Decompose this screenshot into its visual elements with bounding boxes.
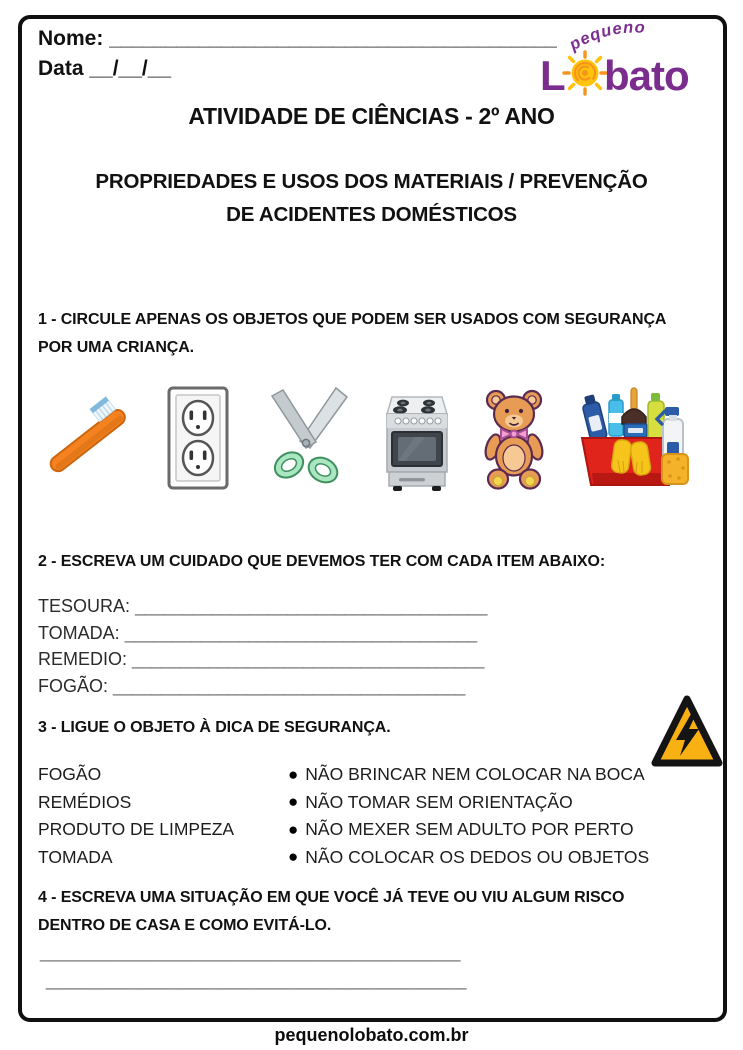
match-tip: NÃO BRINCAR NEM COLOCAR NA BOCA [305,764,645,785]
name-label: Nome: [38,27,104,50]
sun-icon [564,52,606,94]
teddy-bear-icon [481,385,547,491]
answer-blank-line: _____________________________________ [124,622,477,643]
name-blank-line: ________________________________________ [109,27,557,50]
bullet-dot: ● [288,792,299,812]
question-3-matching [38,761,649,871]
q2-label: REMEDIO: [38,649,128,669]
answer-blank-line: __________________________________________ [40,942,461,962]
match-tip: NÃO TOMAR SEM ORIENTAÇÃO [305,791,573,812]
question-4-line-1: 4 - ESCREVA UMA SITUAÇÃO EM QUE VOCÊ JÁ TEVE OU VIU ALGUM RISCO [38,889,625,906]
q2-label: TESOURA: [38,596,131,616]
page-title: ATIVIDADE DE CIÊNCIAS - 2º ANO [188,103,555,129]
match-row-produto-de-limpeza [38,816,649,844]
question-1-line-1: 1 - CIRCULE APENAS OS OBJETOS QUE PODEM SER USADOS COM SEGURANÇA [38,311,667,328]
question-2-items [38,596,487,702]
logo-tagline: pequeno [566,18,647,55]
question-4 [38,884,624,939]
match-row-remedios [38,789,649,817]
name-field-row [38,27,556,51]
q2-label: FOGÃO: [38,675,109,696]
date-field-row [38,57,171,81]
power-outlet-icon [166,385,230,491]
q2-item-tesoura [38,596,487,623]
page-subtitle [41,166,702,232]
question-3: 3 - LIGUE O OBJETO À DICA DE SEGURANÇA. [38,719,391,736]
answer-blank-line: _____________________________________ [132,649,484,669]
q2-item-tomada [38,623,487,650]
question-1-objects [40,380,690,496]
electric-hazard-icon [650,692,724,777]
question-1 [38,306,666,361]
match-object: FOGÃO [38,764,102,785]
match-row-fogao [38,761,649,789]
cleaning-supplies-icon [578,386,690,490]
toothbrush-icon [40,386,135,491]
answer-blank-line: __________________________________________ [46,970,467,990]
bullet-dot: ● [288,819,299,839]
match-tip: NÃO MEXER SEM ADULTO POR PERTO [305,819,634,840]
stove-icon [383,384,451,492]
q2-item-fogao [38,676,487,703]
bullet-dot: ● [288,847,299,867]
match-object: PRODUTO DE LIMPEZA [38,819,235,840]
subtitle-line-1: PROPRIEDADES E USOS DOS MATERIAIS / PREVENÇÃO [95,170,648,193]
answer-blank-line: _____________________________________ [113,675,465,696]
question-2: 2 - ESCREVA UM CUIDADO QUE DEVEMOS TER COM CADA ITEM ABAIXO: [38,553,606,570]
subtitle-line-2: DE ACIDENTES DOMÉSTICOS [226,202,517,226]
match-object: REMÉDIOS [38,791,132,812]
bullet-dot: ● [288,764,299,784]
date-label: Data __/__/__ [38,57,172,80]
question-4-line-2: DENTRO DE CASA E COMO EVITÁ-LO. [38,916,332,934]
match-row-tomada [38,844,649,872]
match-tip: NÃO COLOCAR OS DEDOS OU OBJETOS [305,846,650,867]
pequeno-lobato-logo [538,16,720,102]
logo-letters-bato: bato [604,52,689,99]
match-object: TOMADA [38,846,113,867]
footer-url[interactable]: pequenolobato.com.br [274,1025,469,1045]
logo-letter-l: L [540,52,566,99]
q2-label: TOMADA: [38,622,120,643]
answer-blank-line: _____________________________________ [135,596,487,616]
question-1-line-2: POR UMA CRIANÇA. [38,338,195,356]
q2-item-remedio [38,649,487,676]
scissors-icon [260,386,352,490]
logo-graphic [538,16,720,102]
question-4-answer-area [40,938,466,994]
svg-text:pequeno [565,18,646,54]
